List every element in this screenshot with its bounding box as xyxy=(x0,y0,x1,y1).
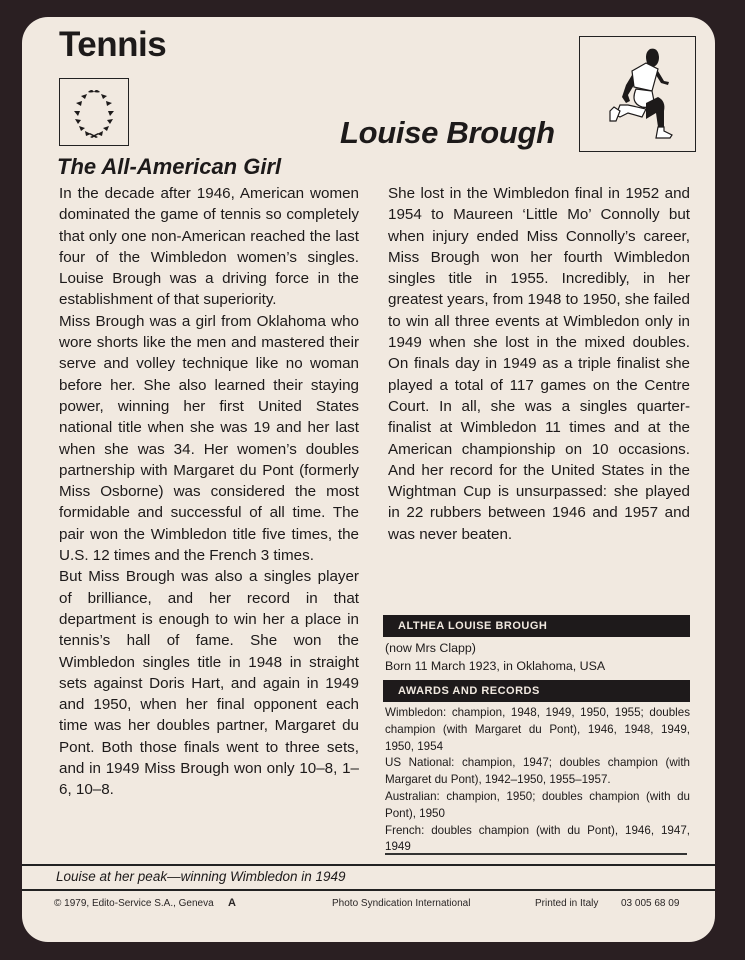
divider xyxy=(385,853,687,855)
paragraph: But Miss Brough was also a singles player of brilliance, and her record in that department is enough to win her a place in tennis’s hall of fame. She won the Wimbledon singles title in 1948 in straight sets against Doris Hart, and again in 1949 and 1950, when her final opponent each time was her doubles partner, Margaret du Pont. Both those finals went to three sets, and in 1949 Miss Brough won only 10–8, 1–6, 10–8. xyxy=(59,568,359,799)
running-tennis-player-illustration xyxy=(579,36,696,152)
bio-line: Born 11 March 1923, in Oklahoma, USA xyxy=(385,658,606,673)
laurel-wreath-icon xyxy=(59,78,129,146)
printed-in: Printed in Italy xyxy=(535,898,599,909)
divider xyxy=(22,889,715,891)
series-letter: A xyxy=(228,897,236,909)
photo-credit: Photo Syndication International xyxy=(332,898,471,909)
records-section xyxy=(385,705,690,856)
records-heading: AWARDS AND RECORDS xyxy=(383,680,690,702)
sport-title: Tennis xyxy=(59,25,167,64)
record-line: US National: champion, 1947; doubles champion (with Margaret du Pont), 1942–1950, 1955–1957. xyxy=(385,756,690,787)
bio-heading: ALTHEA LOUISE BROUGH xyxy=(383,615,690,637)
record-line: Australian: champion, 1950; doubles champion (with du Pont), 1950 xyxy=(385,789,690,820)
photo-caption: Louise at her peak—winning Wimbledon in 1949 xyxy=(56,869,346,884)
card-code: 03 005 68 09 xyxy=(621,898,680,909)
record-line: French: doubles champion (with du Pont), 1946, 1947, 1949 xyxy=(385,823,690,854)
article-left-column xyxy=(59,183,359,801)
article-subtitle: The All-American Girl xyxy=(57,154,282,179)
bio-line: (now Mrs Clapp) xyxy=(385,641,476,655)
sport-card xyxy=(22,17,715,942)
record-line: Wimbledon: champion, 1948, 1949, 1950, 1955; doubles champion (with Margaret du Pont), 1946, 1948, 1949, 1950, 1954 xyxy=(385,706,690,753)
copyright: © 1979, Edito-Service S.A., Geneva xyxy=(54,898,214,909)
paragraph: Miss Brough was a girl from Oklahoma who wore shorts like the men and mastered their serve and volley technique like no woman before her. She also learned their staying power, winning her first United States national title when she was 19 and her last when she was 34. Her women’s doubles partnership with Margaret du Pont (formerly Miss Osborne) was considered the most formidable and successful of all time. The pair won the Wimbledon title five times, the U.S. 12 times and the French 3 times. xyxy=(59,312,359,565)
article-right-column xyxy=(388,183,690,545)
player-name: Louise Brough xyxy=(340,115,555,150)
divider xyxy=(22,864,715,866)
paragraph: She lost in the Wimbledon final in 1952 and 1954 to Maureen ‘Little Mo’ Connolly but when injury ended Miss Connolly’s career, Miss Brough won her fourth Wimbledon singles title in 1955. Incredibly, in her greatest years, from 1948 to 1950, she failed to win all three events at Wimbledon only in 1949 when she lost in the mixed doubles. On finals day in 1949 as a triple finalist she played a total of 117 games on the Centre Court. In all, she was a singles quarter-finalist at Wimbledon 11 times and at the American championship on 10 occasions. And her record for the United States in the Wightman Cup is unsurpassed: she played in 22 rubbers between 1946 and 1957 and was never beaten. xyxy=(388,185,690,543)
bio-section xyxy=(385,640,690,675)
paragraph: In the decade after 1946, American women dominated the game of tennis so completely that only one non-American reached the last four of the Wimbledon women’s singles. Louise Brough was a driving force in the establishment of that superiority. xyxy=(59,185,359,309)
